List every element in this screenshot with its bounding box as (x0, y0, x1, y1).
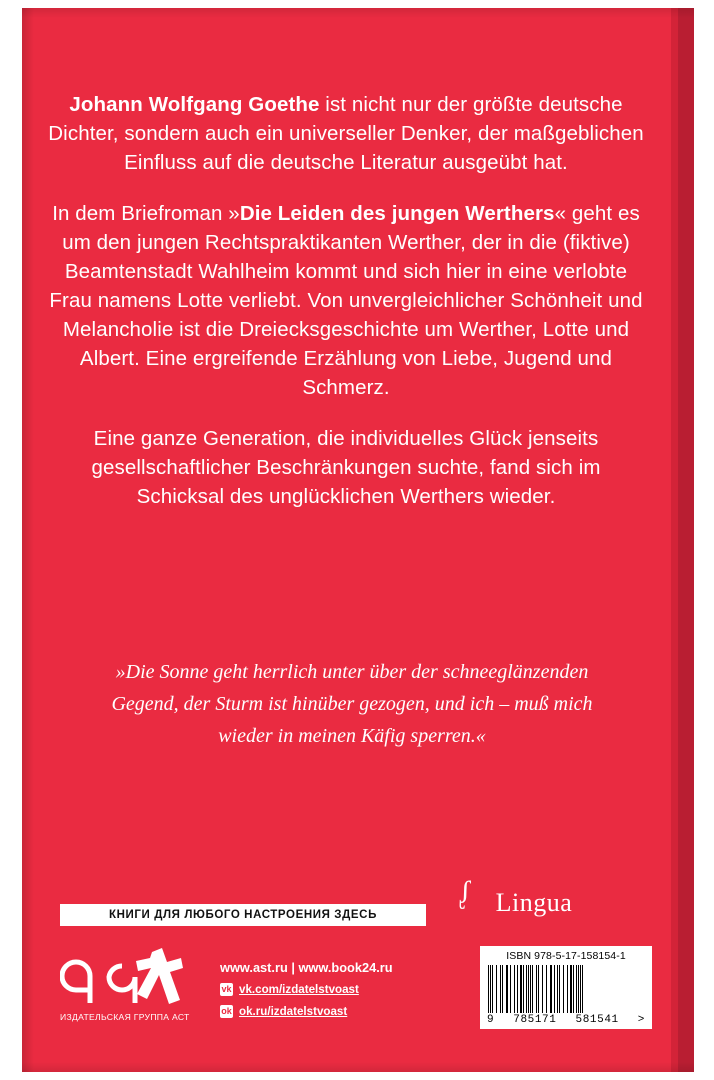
top-edge-shadow (22, 8, 694, 18)
barcode-digit-mid: 785171 (513, 1014, 557, 1026)
ok-link[interactable]: ok.ru/izdatelstvoast (239, 1005, 348, 1018)
blurb-paragraph-3: Eine ganze Generation, die individuelles Glück jenseits gesellschaftlicher Beschränkungen suchte, fand sich im Schicksal des unglücklichen Werthers wieder. (91, 427, 601, 508)
ok-link-row[interactable] (220, 1002, 393, 1021)
blurb-paragraph-1-rest: ist nicht nur der größte deutsche Dichter, sondern auch ein universeller Denker, der maßgeblichen Einfluss auf die deutsche Literatur ausgeübt hat. (48, 93, 644, 174)
imprint-lingua-logo (458, 875, 609, 918)
imprint-lingua-label: Lingua (495, 888, 573, 917)
ast-logo-icon (60, 946, 188, 1008)
slogan-banner: КНИГИ ДЛЯ ЛЮБОГО НАСТРОЕНИЯ ЗДЕСЬ (60, 904, 426, 926)
bottom-edge-shadow (22, 1062, 694, 1072)
blurb-text-block (48, 90, 644, 531)
vk-link-row[interactable] (220, 980, 393, 999)
barcode-digit-right: 581541 (575, 1014, 619, 1026)
spine-outer-edge (678, 8, 694, 1072)
publisher-links (220, 958, 393, 1021)
barcode-digit-end: > (637, 1014, 645, 1026)
blurb-paragraph-2-lead: In dem Briefroman » (52, 202, 240, 225)
blurb-paragraph-2 (48, 199, 644, 402)
ok-icon: ok (221, 1006, 232, 1016)
blurb-paragraph-1 (48, 90, 644, 177)
publisher-caption: ИЗДАТЕЛЬСКАЯ ГРУППА АСТ (60, 1012, 190, 1022)
left-edge-shadow (22, 8, 34, 1072)
spine-inner-edge (671, 8, 678, 1072)
barcode-bars-icon (488, 965, 644, 1013)
pull-quote: »Die Sonne geht herrlich unter über der schneeglänzenden Gegend, der Sturm ist hinüber gezogen, und ich – muß mich wieder in meinen Käfig sperren.« (111, 661, 593, 747)
barcode-block (480, 946, 652, 1029)
isbn-text: ISBN 978-5-17-158154-1 (506, 950, 626, 962)
vk-link[interactable]: vk.com/izdatelstvoast (239, 983, 359, 996)
blurb-paragraph-2-rest: « geht es um den jungen Rechtspraktikanten Werther, der in die (fiktive) Beamtenstadt Wahlheim kommt und sich hier in eine verlobte Frau namens Lotte verliebt. Von unvergleichlicher Schönheit und Melancholie ist die Dreiecksgeschichte um Werther, Lotte und Albert. Eine ergreifende Erzählung von Liebe, Jugend und Schmerz. (49, 202, 643, 399)
barcode-digit-left: 9 (487, 1014, 495, 1026)
author-name: Johann Wolfgang Goethe (69, 93, 320, 116)
website-links[interactable]: www.ast.ru | www.book24.ru (220, 960, 393, 975)
publisher-logo (60, 946, 200, 1022)
cover-panel (22, 8, 694, 1072)
lingua-swash-icon: ᶘ (458, 875, 473, 910)
vk-icon: vk (221, 984, 232, 994)
book-title-inline: Die Leiden des jungen Werthers (239, 202, 555, 225)
barcode-digits (486, 1014, 646, 1026)
